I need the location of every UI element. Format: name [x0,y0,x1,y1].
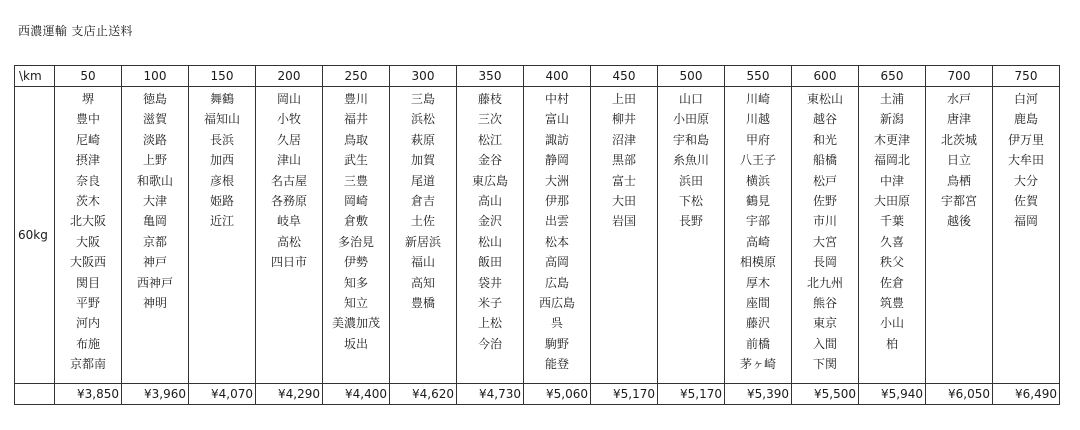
city-name: 福井 [343,112,368,127]
city-name: 西神戸 [136,275,173,290]
distance-header: 300 [390,66,457,87]
city-name: 長野 [678,214,703,229]
city-name: 上田 [611,92,636,106]
city-name: 能登 [544,357,569,372]
city-column [926,87,993,384]
city-name: 秩父 [879,255,904,270]
city-name: 大田 [611,193,636,208]
city-name: 熊谷 [812,295,837,310]
price-cell: ¥5,170 [658,384,725,405]
city-name: 茨木 [75,193,100,208]
city-name: 萩原 [410,132,435,147]
city-name: 大宮 [812,234,837,249]
price-cell: ¥5,500 [792,384,859,405]
city-name: 上野 [142,153,167,168]
city-name: 大阪西 [69,255,106,270]
city-name: 越後 [946,214,971,229]
city-name: 東京 [812,316,837,331]
city-name: 加賀 [410,153,435,168]
city-name: 白河 [1013,92,1038,106]
distance-header: 600 [792,66,859,87]
city-name: 宇和島 [672,132,709,147]
city-name: 座間 [745,295,770,310]
city-name: 宇部 [745,214,770,229]
city-name: 北茨城 [940,132,977,147]
city-name: 大阪 [75,234,100,249]
city-name: 新潟 [879,112,904,127]
city-name: 広島 [544,275,569,290]
city-name: 鳥栖 [946,173,971,188]
city-name: 東松山 [806,92,843,106]
city-name: 山口 [678,92,703,106]
city-name: 関目 [75,275,100,290]
city-name: 近江 [209,214,234,229]
city-name: 滋賀 [142,112,167,127]
city-name: 徳島 [142,92,167,106]
city-name: 川越 [745,112,770,127]
city-name: 松本 [544,234,569,249]
city-column [55,87,122,384]
distance-header: 700 [926,66,993,87]
city-name: 静岡 [544,153,569,168]
city-name: 豊中 [75,112,100,127]
city-name: 袋井 [477,275,502,290]
city-name: 豊川 [343,92,368,106]
price-cell: ¥5,060 [524,384,591,405]
city-name: 佐賀 [1013,193,1038,208]
city-name: 久喜 [879,234,904,249]
city-name: 高松 [276,234,301,249]
city-name: 名古屋 [270,173,307,188]
city-name: 藤沢 [745,316,770,331]
city-name: 横浜 [745,173,770,188]
city-name: 松戸 [812,173,837,188]
city-column [658,87,725,384]
city-name: 鳥取 [343,132,368,147]
city-name: 水戸 [946,92,971,106]
city-name: 浜田 [678,173,703,188]
city-name: 今治 [477,336,502,351]
price-cell: ¥4,620 [390,384,457,405]
price-cell: ¥4,070 [189,384,256,405]
city-name: 三島 [410,92,435,106]
city-name: 市川 [812,214,837,229]
price-cell: ¥5,940 [859,384,926,405]
city-name: 伊勢 [343,255,368,270]
city-name: 富山 [544,112,569,127]
price-cell: ¥4,290 [256,384,323,405]
city-name: 筑豊 [879,295,904,310]
city-name: 加西 [209,153,234,168]
city-name: 倉敷 [343,214,368,229]
city-name: 新居浜 [404,234,441,249]
city-name: 日立 [946,153,971,168]
city-name: 下松 [678,193,703,208]
distance-header: 350 [457,66,524,87]
city-name: 土佐 [410,214,435,229]
distance-header: 650 [859,66,926,87]
city-name: 柏 [885,336,898,351]
city-name: 倉吉 [410,193,435,208]
price-cell: ¥6,490 [993,384,1060,405]
distance-header: 100 [122,66,189,87]
city-column [524,87,591,384]
city-name: 川崎 [745,92,770,106]
city-column [792,87,859,384]
distance-header: 550 [725,66,792,87]
city-name: 北九州 [806,275,843,290]
city-column [189,87,256,384]
city-name: 大分 [1013,173,1038,188]
city-name: 佐倉 [879,275,904,290]
city-name: 浜松 [410,112,435,127]
distance-header: 400 [524,66,591,87]
distance-header: 50 [55,66,122,87]
city-name: 鶴見 [745,193,770,208]
city-name: 茅ヶ崎 [739,357,776,372]
price-cell: ¥5,390 [725,384,792,405]
distance-header-row [15,66,1060,87]
city-name: 八王子 [739,153,776,168]
city-column [323,87,390,384]
city-name: 呉 [550,316,563,331]
city-name: 坂出 [343,336,368,351]
city-name: 武生 [343,153,368,168]
city-row [15,87,1060,384]
city-name: 佐野 [812,193,837,208]
city-name: 三次 [477,112,502,127]
city-name: 知多 [343,275,368,290]
city-name: 金沢 [477,214,502,229]
city-name: 入間 [812,336,837,351]
city-column [457,87,524,384]
city-name: 越谷 [812,112,837,127]
city-name: 姫路 [209,193,234,208]
city-name: 尾道 [410,173,435,188]
city-name: 福知山 [203,112,240,127]
city-name: 舞鶴 [209,92,234,106]
city-name: 前橋 [745,336,770,351]
weight-label: 60kg [15,87,55,384]
city-name: 西広島 [538,295,575,310]
city-name: 大津 [142,193,167,208]
city-name: 福山 [410,255,435,270]
city-column [725,87,792,384]
city-name: 和歌山 [136,173,173,188]
price-cell: ¥4,400 [323,384,390,405]
city-name: 駒野 [544,336,569,351]
city-name: 神戸 [142,255,167,270]
city-name: 中村 [544,92,569,106]
city-name: 淡路 [142,132,167,147]
city-name: 大牟田 [1007,153,1044,168]
city-name: 藤枝 [477,92,502,106]
city-column [591,87,658,384]
city-name: 福岡 [1013,214,1038,229]
header-corner: \km [15,66,55,87]
price-row-label [15,384,55,405]
city-name: 小山 [879,316,904,331]
city-column [993,87,1060,384]
city-name: 神明 [142,295,167,310]
city-name: 伊那 [544,193,569,208]
city-name: 豊橋 [410,295,435,310]
city-name: 久居 [276,132,301,147]
city-name: 平野 [75,295,100,310]
city-name: 岩国 [611,214,636,229]
distance-header: 150 [189,66,256,87]
rate-table [14,65,1060,405]
city-name: 東広島 [471,173,508,188]
city-name: 相模原 [739,255,776,270]
city-name: 摂津 [75,153,100,168]
city-name: 高山 [477,193,502,208]
city-name: 出雲 [544,214,569,229]
city-name: 唐津 [946,112,971,127]
city-name: 布施 [75,336,100,351]
city-name: 船橋 [812,153,837,168]
city-name: 岐阜 [276,214,301,229]
city-name: 津山 [276,153,301,168]
city-name: 長岡 [812,255,837,270]
city-name: 大洲 [544,173,569,188]
city-name: 知立 [343,295,368,310]
city-name: 奈良 [75,173,100,188]
city-name: 飯田 [477,255,502,270]
price-cell: ¥6,050 [926,384,993,405]
city-name: 下関 [812,357,837,372]
city-name: 諏訪 [544,132,569,147]
city-name: 京都南 [69,357,106,372]
city-name: 松山 [477,234,502,249]
city-name: 伊万里 [1007,132,1044,147]
city-name: 大田原 [873,193,910,208]
city-name: 土浦 [879,92,904,106]
city-name: 柳井 [611,112,636,127]
city-name: 黒部 [611,153,636,168]
city-name: 鹿島 [1013,112,1038,127]
city-name: 松江 [477,132,502,147]
price-cell: ¥3,960 [122,384,189,405]
price-cell: ¥4,730 [457,384,524,405]
city-name: 富士 [611,173,636,188]
city-name: 各務原 [270,193,307,208]
city-name: 岡崎 [343,193,368,208]
city-name: 厚木 [745,275,770,290]
city-name: 尼崎 [75,132,100,147]
city-column [256,87,323,384]
city-name: 甲府 [745,132,770,147]
city-name: 糸魚川 [672,153,709,168]
price-cell: ¥3,850 [55,384,122,405]
city-name: 彦根 [209,173,234,188]
city-name: 米子 [477,295,502,310]
city-name: 多治見 [337,234,374,249]
city-name: 小牧 [276,112,301,127]
city-name: 京都 [142,234,167,249]
city-name: 高岡 [544,255,569,270]
city-name: 中津 [879,173,904,188]
city-name: 堺 [81,92,94,106]
city-name: 小田原 [672,112,709,127]
city-name: 和光 [812,132,837,147]
city-name: 福岡北 [873,153,910,168]
city-name: 三豊 [343,173,368,188]
distance-header: 450 [591,66,658,87]
page-title: 西濃運輸 支店止送料 [18,24,133,38]
city-name: 木更津 [873,132,910,147]
city-name: 宇都宮 [940,193,977,208]
city-name: 高知 [410,275,435,290]
city-column [390,87,457,384]
price-row [15,384,1060,405]
city-name: 美濃加茂 [331,316,380,331]
city-name: 北大阪 [69,214,106,229]
city-name: 高崎 [745,234,770,249]
city-name: 金谷 [477,153,502,168]
city-column [859,87,926,384]
city-name: 亀岡 [142,214,167,229]
city-name: 沼津 [611,132,636,147]
city-name: 千葉 [879,214,904,229]
distance-header: 250 [323,66,390,87]
city-name: 四日市 [270,255,307,270]
distance-header: 750 [993,66,1060,87]
city-column [122,87,189,384]
city-name: 長浜 [209,132,234,147]
distance-header: 500 [658,66,725,87]
city-name: 河内 [75,316,100,331]
city-name: 岡山 [276,92,301,106]
city-name: 上松 [477,316,502,331]
price-cell: ¥5,170 [591,384,658,405]
distance-header: 200 [256,66,323,87]
